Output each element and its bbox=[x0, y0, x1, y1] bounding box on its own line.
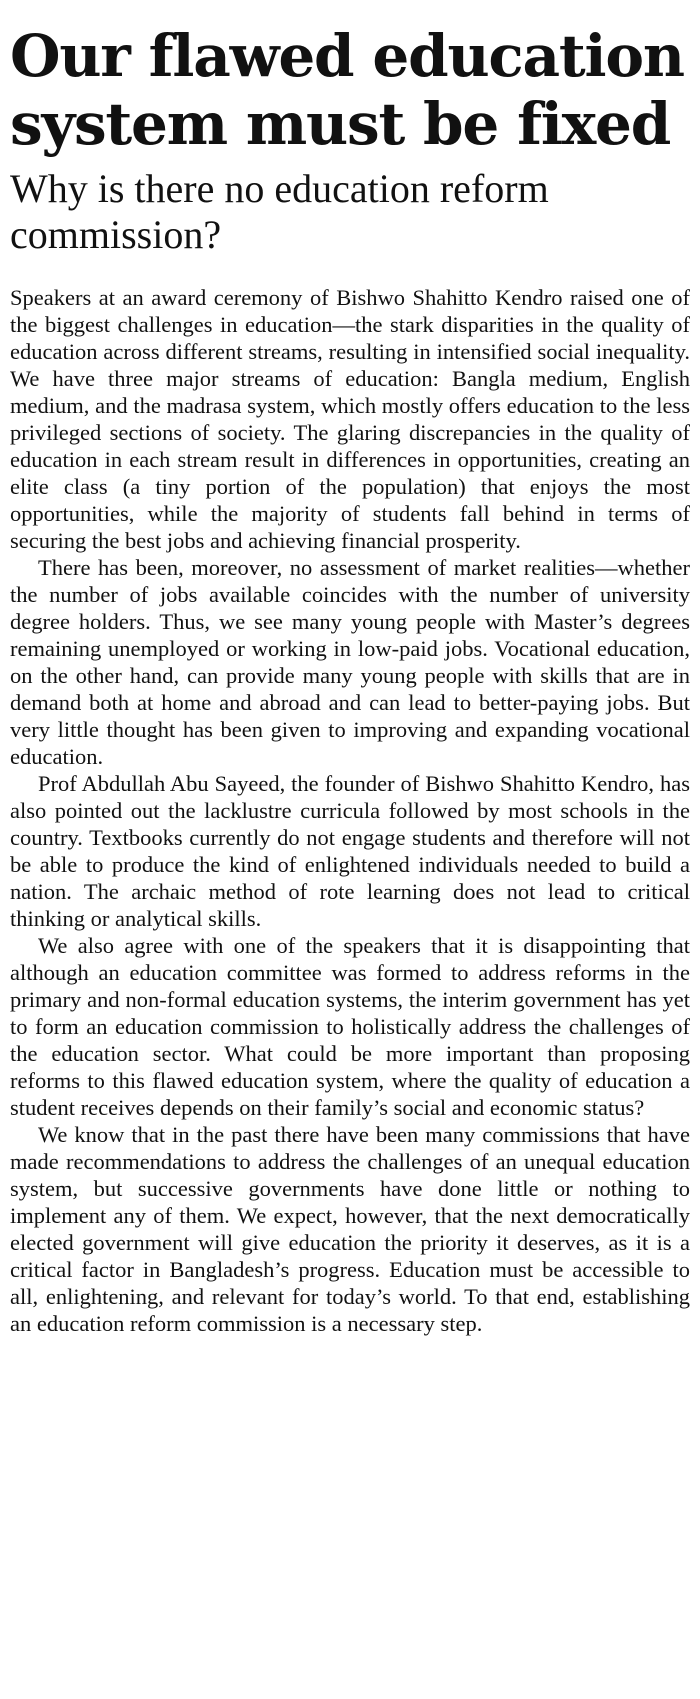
headline: Our flawed education system must be fixed bbox=[10, 22, 684, 158]
paragraph-3: Prof Abdullah Abu Sayeed, the founder of Bishwo Shahitto Kendro, has also pointed out the lacklustre curricula followed by most schools in the country. Textbooks currently do not engage students and therefore will not be able to produce the kind of enlightened individuals needed to build a nation. The archaic method of rote learning does not lead to critical thinking or analytical skills. bbox=[10, 771, 690, 931]
paragraph-2: There has been, moreover, no assessment of market realities—whether the number of jobs available coincides with the number of university degree holders. Thus, we see many young people with Master’s degrees remaining unemployed or working in low-paid jobs. Vocational education, on the other hand, can provide many young people with skills that are in demand both at home and abroad and can lead to better-paying jobs. But very little thought has been given to improving and expanding vocational education. bbox=[10, 555, 690, 769]
article-body bbox=[10, 284, 690, 1337]
paragraph-1: Speakers at an award ceremony of Bishwo Shahitto Kendro raised one of the biggest challenges in education—the stark disparities in the quality of education across different streams, resulting in intensified social inequality. We have three major streams of education: Bangla medium, English medium, and the madrasa system, which mostly offers education to the less privileged sections of society. The glaring discrepancies in the quality of education in each stream result in differences in opportunities, creating an elite class (a tiny portion of the population) that enjoys the most opportunities, while the majority of students fall behind in terms of securing the best jobs and achieving financial prosperity. bbox=[10, 285, 690, 553]
paragraph-4: We also agree with one of the speakers that it is disappointing that although an education committee was formed to address reforms in the primary and non-formal education systems, the interim government has yet to form an education commission to holistically address the challenges of the education sector. What could be more important than proposing reforms to this flawed education system, where the quality of education a student receives depends on their family’s social and economic status? bbox=[10, 933, 690, 1120]
subheadline: Why is there no education reform commission? bbox=[10, 166, 549, 257]
paragraph-5: We know that in the past there have been many commissions that have made recommendations to address the challenges of an unequal education system, but successive governments have done little or nothing to implement any of them. We expect, however, that the next democratically elected government will give education the priority it deserves, as it is a critical factor in Bangladesh’s progress. Education must be accessible to all, enlightening, and relevant for today’s world. To that end, establishing an education reform commission is a necessary step. bbox=[10, 1122, 690, 1336]
